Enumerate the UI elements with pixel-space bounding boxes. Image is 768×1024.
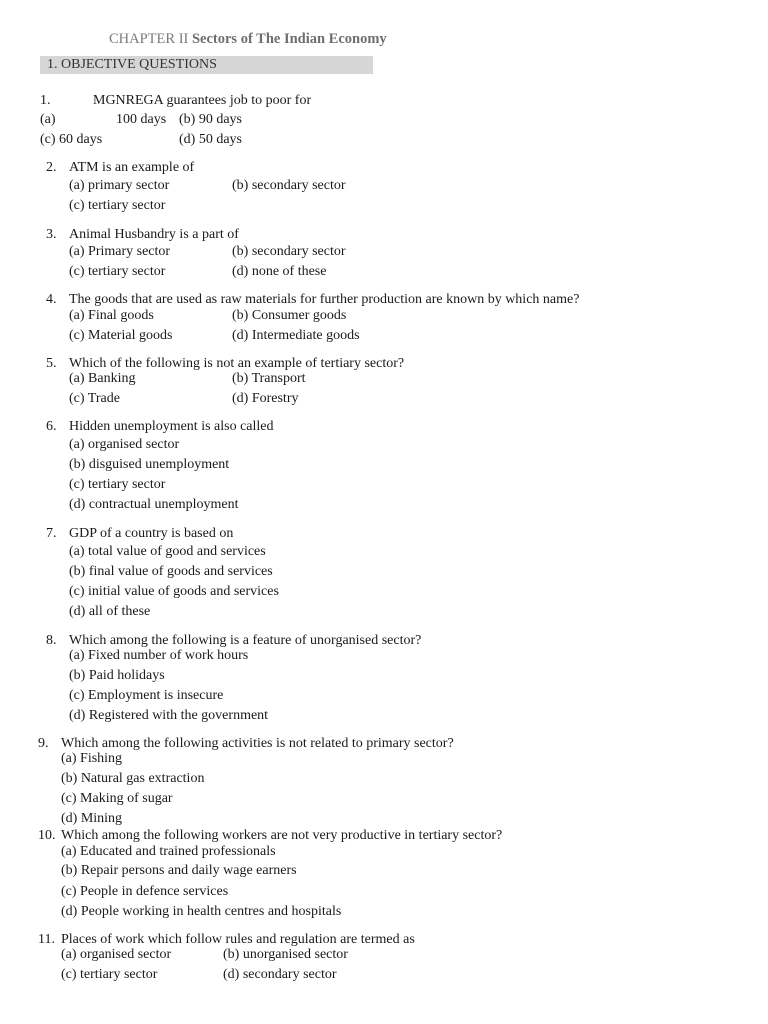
question-number: 1. — [40, 93, 51, 108]
option-b: (b) Natural gas extraction — [61, 771, 205, 786]
option-a-text: 100 days — [116, 112, 167, 127]
option-c: (c) tertiary sector — [69, 198, 166, 213]
option-a: (a) — [40, 112, 56, 127]
question-text: Which among the following is a feature of unorganised sector? — [69, 633, 422, 648]
question-text: Which of the following is not an example of tertiary sector? — [69, 356, 405, 371]
option-d: (d) 50 days — [179, 132, 242, 147]
option-c: (c) Material goods — [69, 328, 173, 343]
question-number: 11. — [38, 932, 55, 947]
option-c: (c) People in defence services — [61, 884, 229, 899]
option-d: (d) Registered with the government — [69, 708, 269, 723]
question-number: 6. — [46, 419, 57, 434]
option-a: (a) Banking — [69, 371, 136, 386]
option-a: (a) total value of good and services — [69, 544, 266, 559]
question-number: 7. — [46, 526, 57, 541]
question-text: Which among the following activities is not related to primary sector? — [61, 736, 454, 751]
option-a: (a) organised sector — [69, 437, 180, 452]
question-number: 8. — [46, 633, 57, 648]
option-d: (d) People working in health centres and hospitals — [61, 904, 342, 919]
option-b: (b) secondary sector — [232, 178, 346, 193]
option-d: (d) none of these — [232, 264, 327, 279]
section-heading: 1. OBJECTIVE QUESTIONS — [47, 57, 217, 72]
option-a: (a) Final goods — [69, 308, 154, 323]
option-b: (b) Transport — [232, 371, 306, 386]
option-d: (d) Intermediate goods — [232, 328, 360, 343]
question-text: Places of work which follow rules and regulation are termed as — [61, 932, 415, 947]
question-number: 4. — [46, 292, 57, 307]
option-c: (c) initial value of goods and services — [69, 584, 279, 599]
option-a: (a) organised sector — [61, 947, 172, 962]
option-c: (c) tertiary sector — [61, 967, 158, 982]
option-b: (b) unorganised sector — [223, 947, 348, 962]
option-a: (a) Primary sector — [69, 244, 171, 259]
option-a: (a) Educated and trained professionals — [61, 844, 276, 859]
question-text: ATM is an example of — [69, 160, 195, 175]
option-a: (a) primary sector — [69, 178, 170, 193]
option-d: (d) Forestry — [232, 391, 299, 406]
option-a: (a) Fixed number of work hours — [69, 648, 249, 663]
option-c: (c) Employment is insecure — [69, 688, 224, 703]
question-number: 5. — [46, 356, 57, 371]
option-b: (b) Paid holidays — [69, 668, 165, 683]
section-heading-bar — [40, 56, 373, 74]
option-d: (d) secondary sector — [223, 967, 337, 982]
option-b: (b) disguised unemployment — [69, 457, 230, 472]
option-b: (b) Repair persons and daily wage earners — [61, 863, 297, 878]
question-text: Animal Husbandry is a part of — [69, 227, 239, 242]
option-d: (d) contractual unemployment — [69, 497, 239, 512]
option-c: (c) Making of sugar — [61, 791, 173, 806]
option-b: (b) final value of goods and services — [69, 564, 273, 579]
option-b: (b) Consumer goods — [232, 308, 347, 323]
question-number: 3. — [46, 227, 57, 242]
question-number: 9. — [38, 736, 49, 751]
question-text: GDP of a country is based on — [69, 526, 234, 541]
option-c: (c) tertiary sector — [69, 264, 166, 279]
chapter-label: CHAPTER II — [109, 31, 189, 47]
question-text: The goods that are used as raw materials for further production are known by which name? — [69, 292, 580, 307]
page-header — [109, 31, 387, 48]
question-text: Which among the following workers are not very productive in tertiary sector? — [61, 828, 503, 843]
option-c: (c) Trade — [69, 391, 120, 406]
question-text: Hidden unemployment is also called — [69, 419, 274, 434]
option-d: (d) Mining — [61, 811, 123, 826]
chapter-title: Sectors of The Indian Economy — [191, 31, 387, 47]
question-number: 2. — [46, 160, 57, 175]
option-b: (b) 90 days — [179, 112, 242, 127]
option-c: (c) tertiary sector — [69, 477, 166, 492]
option-c: (c) 60 days — [40, 132, 103, 147]
option-d: (d) all of these — [69, 604, 151, 619]
option-a: (a) Fishing — [61, 751, 123, 766]
question-text: MGNREGA guarantees job to poor for — [93, 93, 312, 108]
question-number: 10. — [38, 828, 56, 843]
option-b: (b) secondary sector — [232, 244, 346, 259]
